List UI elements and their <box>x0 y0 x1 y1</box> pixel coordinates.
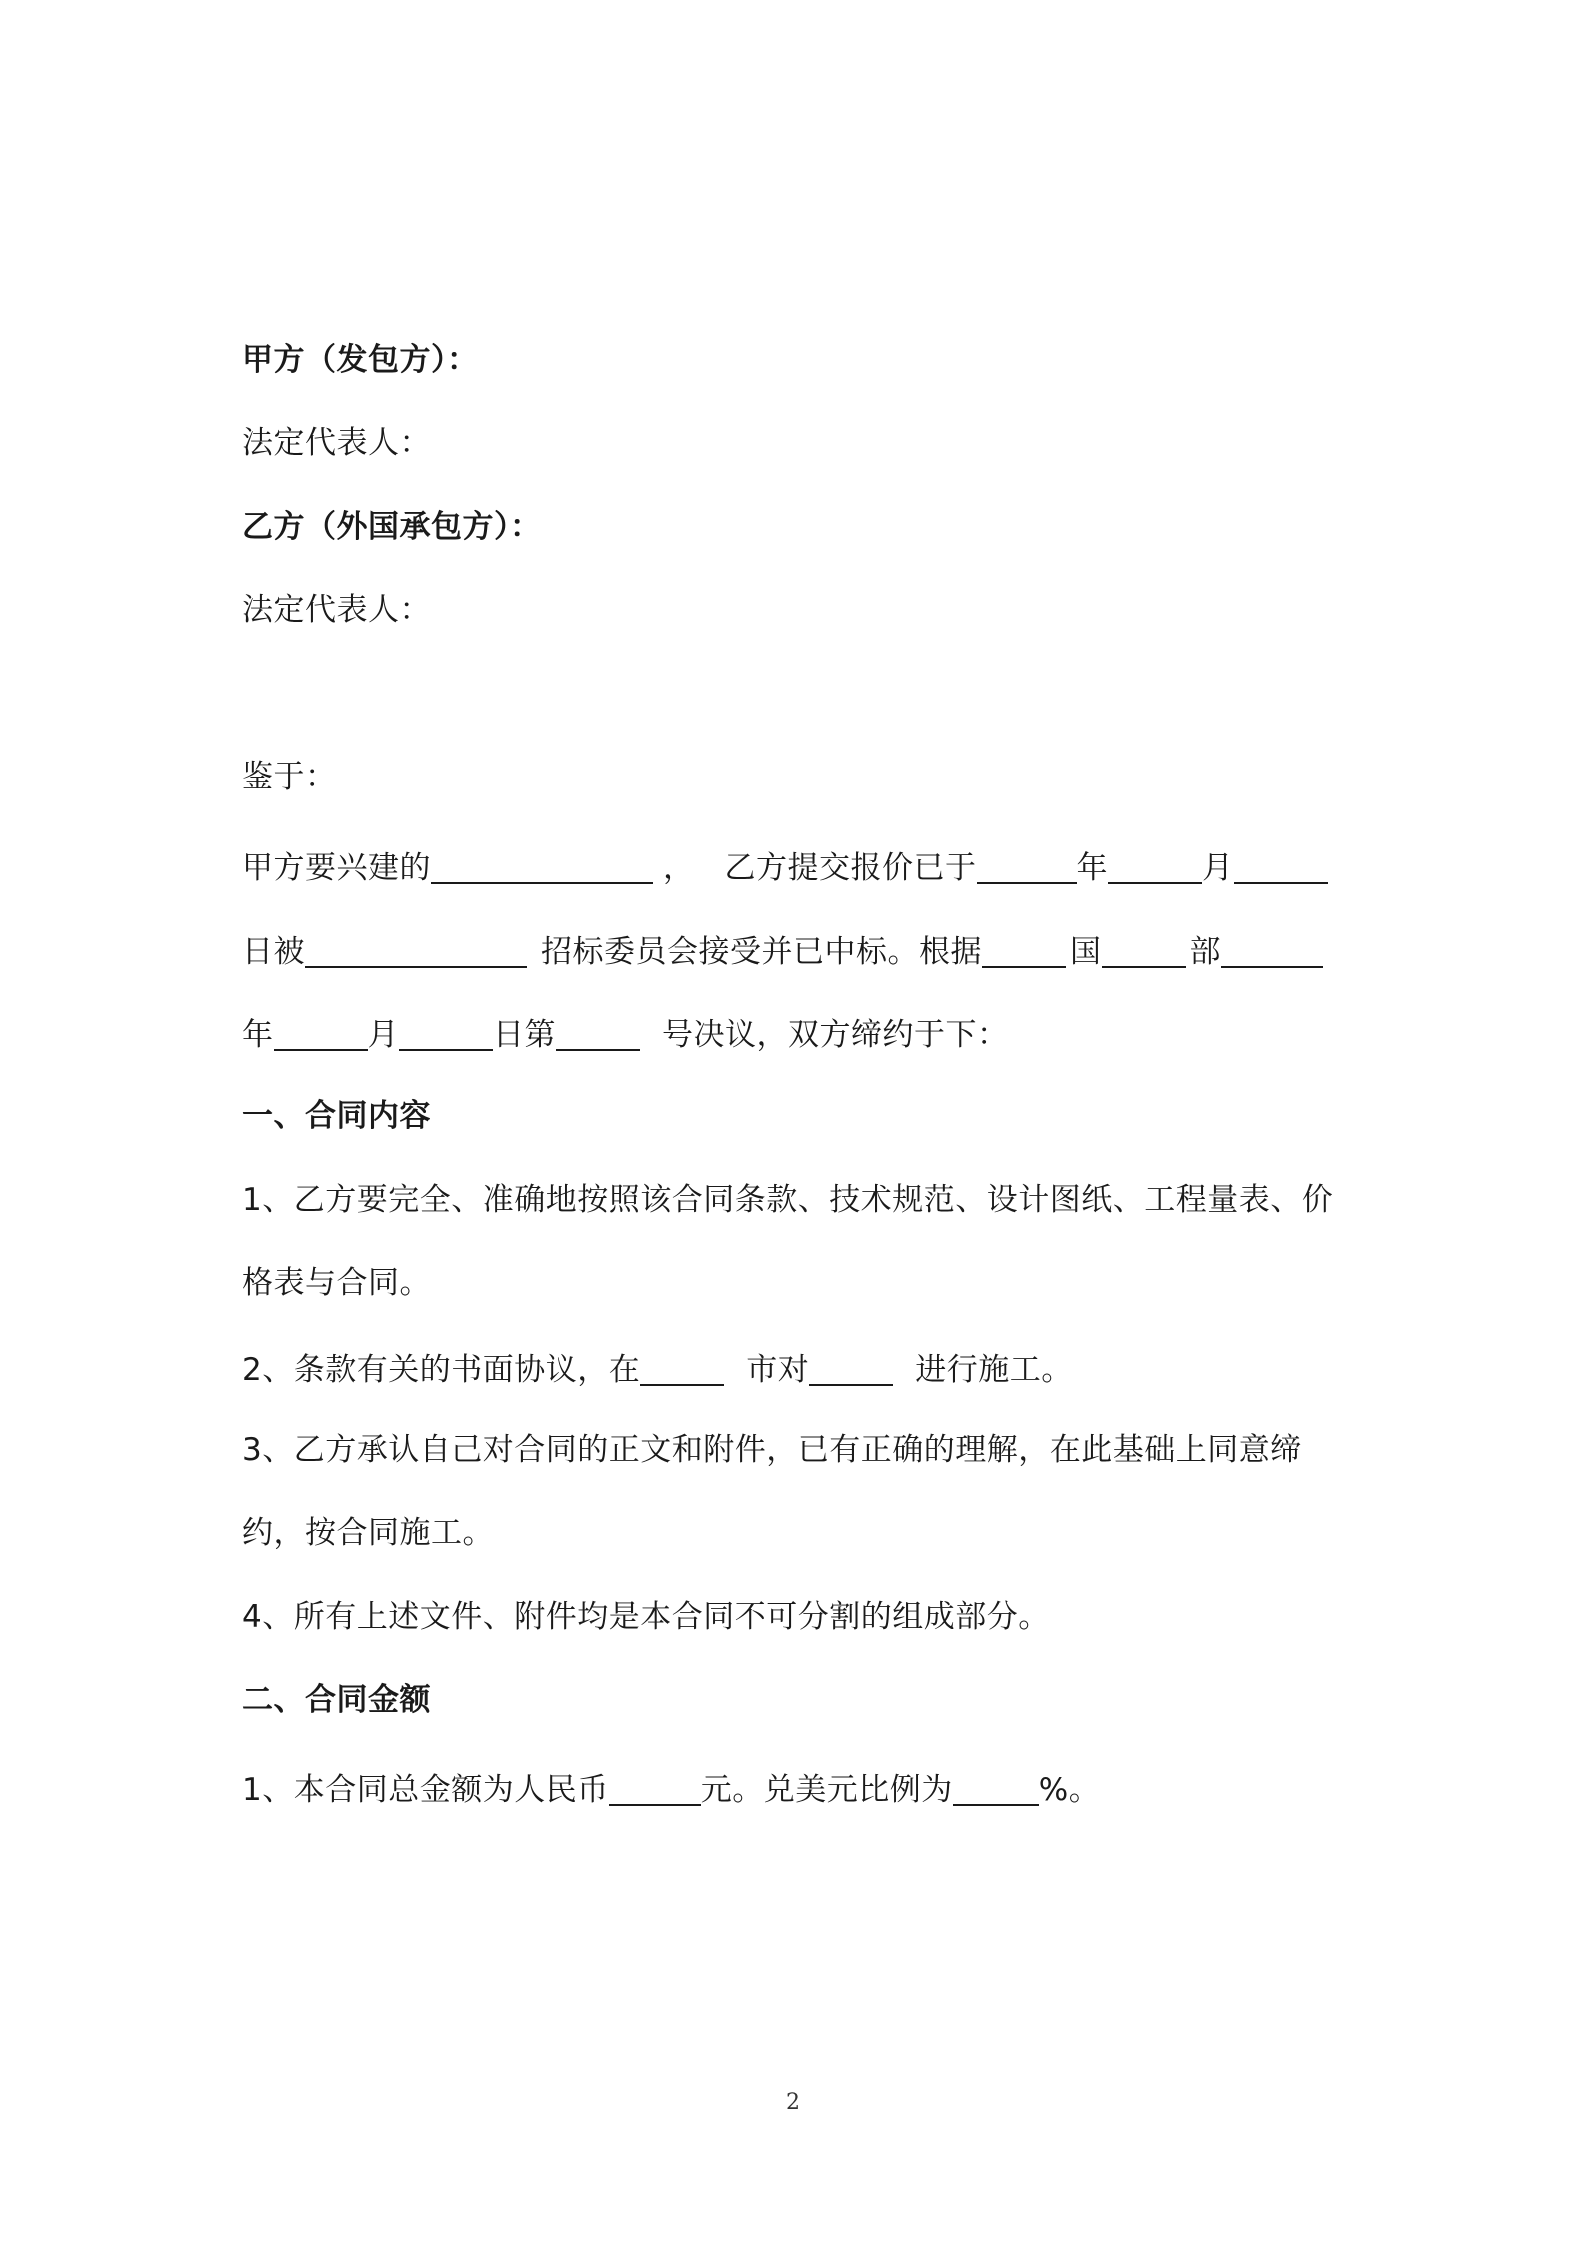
item-text: 市对 <box>746 1352 810 1388</box>
item-text: 进行施工。 <box>915 1352 1073 1388</box>
item-text: 元。兑美元比例为 <box>700 1772 953 1808</box>
recital-text: ， <box>663 850 695 886</box>
resolution-year-blank[interactable] <box>1221 936 1323 968</box>
page-number: 2 <box>786 2090 800 2115</box>
recital-line-2 <box>242 932 1323 972</box>
day-blank[interactable] <box>1234 852 1328 884</box>
recital-text: 日第 <box>493 1017 556 1053</box>
section-1-item-3-line-1: 3、乙方承认自己对合同的正文和附件，已有正确的理解，在此基础上同意缔 <box>242 1432 1302 1468</box>
section-2-heading: 二、合同金额 <box>242 1682 431 1718</box>
project-name-blank[interactable] <box>431 852 653 884</box>
item-text: 2、条款有关的书面协议，在 <box>242 1352 641 1388</box>
party-a-label: 甲方（发包方）： <box>242 342 479 378</box>
section-1-item-3-line-2: 约，按合同施工。 <box>242 1515 494 1551</box>
section-1-item-1-line-2: 格表与合同。 <box>242 1265 431 1301</box>
resolution-day-blank[interactable] <box>399 1019 493 1051</box>
recital-text: 甲方要兴建的 <box>242 850 431 886</box>
party-b-label: 乙方（外国承包方）： <box>242 509 542 545</box>
recital-text: 号决议，双方缔约于下： <box>662 1017 1009 1053</box>
recitals-heading: 鉴于： <box>242 759 337 795</box>
item-text: 1、本合同总金额为人民币 <box>242 1772 609 1808</box>
month-blank[interactable] <box>1108 852 1202 884</box>
section-1-heading: 一、合同内容 <box>242 1098 431 1134</box>
committee-blank[interactable] <box>305 936 527 968</box>
party-a-representative-label: 法定代表人： <box>242 425 431 461</box>
site-blank[interactable] <box>809 1354 893 1386</box>
city-blank[interactable] <box>640 1354 724 1386</box>
recital-text: 年 <box>1076 850 1108 886</box>
usd-ratio-blank[interactable] <box>953 1774 1039 1806</box>
recital-line-3 <box>242 1015 1009 1055</box>
recital-text: 乙方提交报价已于 <box>724 850 977 886</box>
year-blank[interactable] <box>977 852 1077 884</box>
recital-text: 月 <box>367 1017 399 1053</box>
resolution-number-blank[interactable] <box>556 1019 640 1051</box>
party-b-representative-label: 法定代表人： <box>242 592 431 628</box>
country-blank[interactable] <box>982 936 1066 968</box>
section-2-item-1 <box>242 1770 1100 1810</box>
recital-text: 国 <box>1070 934 1102 970</box>
recital-text: 年 <box>242 1017 274 1053</box>
total-amount-blank[interactable] <box>609 1774 701 1806</box>
section-1-item-4: 4、所有上述文件、附件均是本合同不可分割的组成部分。 <box>242 1599 1050 1635</box>
recital-text: 日被 <box>242 934 305 970</box>
resolution-month-blank[interactable] <box>274 1019 368 1051</box>
recital-text: 部 <box>1189 934 1221 970</box>
section-1-item-1-line-1: 1、乙方要完全、准确地按照该合同条款、技术规范、设计图纸、工程量表、价 <box>242 1182 1334 1218</box>
ministry-blank[interactable] <box>1102 936 1186 968</box>
section-1-item-2 <box>242 1350 1073 1390</box>
recital-line-1 <box>242 848 1328 888</box>
item-text: %。 <box>1038 1772 1101 1808</box>
recital-text: 招标委员会接受并已中标。根据 <box>541 934 982 970</box>
recital-text: 月 <box>1202 850 1234 886</box>
